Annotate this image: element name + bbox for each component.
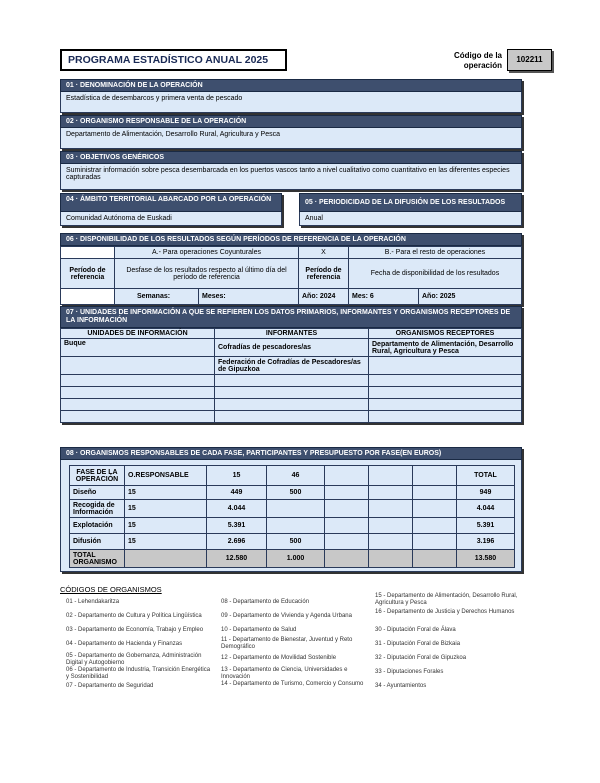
section-04-body: Comunidad Autónoma de Euskadi <box>60 212 282 226</box>
section-07-head: 07 · UNIDADES DE INFORMACIÓN A QUE SE REFIEREN LOS DATOS PRIMARIOS, INFORMANTES Y ORGANISMOS RECEPTORES DE LA INFORMACIÓN <box>60 306 522 328</box>
semanas-label: Semanas: <box>115 289 199 305</box>
table-row: Buque Cofradías de pescadores/as Departamento de Alimentación, Desarrollo Rural, Agricultura y Pesca <box>61 339 522 357</box>
codes-title: CÓDIGOS DE ORGANISMOS <box>60 585 162 594</box>
table-row <box>61 387 522 399</box>
table-row <box>61 399 522 411</box>
section-01-head: 01 · DENOMINACIÓN DE LA OPERACIÓN <box>60 79 522 92</box>
anio-disp: Año: 2025 <box>419 289 522 305</box>
page-title: PROGRAMA ESTADÍSTICO ANUAL 2025 <box>60 49 287 71</box>
code-item: 32 - Diputación Foral de Gipuzkoa <box>375 655 467 661</box>
code-item: 01 - Lehendakaritza <box>66 599 120 605</box>
table-row: Diseño 15 449 500 949 <box>70 486 515 500</box>
total-row: TOTAL ORGANISMO 12.580 1.000 13.580 <box>70 550 515 568</box>
fecha-disp-label: Fecha de disponibilidad de los resultados <box>349 259 522 289</box>
meses-label: Meses: <box>199 289 299 305</box>
code-item: 13 - Departamento de Ciencia, Universidades e Innovación <box>221 667 348 680</box>
code-item: 04 - Departamento de Hacienda y Finanzas <box>66 641 183 647</box>
units-header: UNIDADES DE INFORMACIÓN <box>61 329 215 339</box>
periodo-ref-b: Período de referencia <box>299 259 349 289</box>
code-item: 15 - Departamento de Alimentación, Desarrollo Rural, Agricultura y Pesca <box>375 593 518 606</box>
x-mark: X <box>299 247 349 259</box>
section-07 <box>60 306 522 423</box>
table-row: Recogida de Información 15 4.044 4.044 <box>70 500 515 518</box>
code-item: 05 - Departamento de Gobernanza, Administración Digital y Autogobierno <box>66 653 202 666</box>
total-header: TOTAL <box>457 466 515 486</box>
availability-table <box>60 246 522 305</box>
code-item: 14 - Departamento de Turismo, Comercio y Consumo <box>221 681 364 687</box>
anio-ref: Año: 2024 <box>299 289 349 305</box>
periodo-ref-a: Período de referencia <box>61 259 115 289</box>
section-02 <box>60 115 522 149</box>
section-04-head: 04 · ÁMBITO TERRITORIAL ABARCADO POR LA OPERACIÓN <box>60 193 282 212</box>
table-row <box>61 411 522 423</box>
code-item: 31 - Diputación Foral de Bizkaia <box>375 641 461 647</box>
info-units-table <box>60 328 522 423</box>
table-row: Federación de Cofradías de Pescadores/as de Gipuzkoa <box>61 357 522 375</box>
code-item: 08 - Departamento de Educación <box>221 599 310 605</box>
informants-header: INFORMANTES <box>215 329 369 339</box>
organism-codes <box>60 585 530 689</box>
section-02-head: 02 · ORGANISMO RESPONSABLE DE LA OPERACIÓN <box>60 115 522 128</box>
receivers-header: ORGANISMOS RECEPTORES <box>369 329 522 339</box>
table-row: Explotación 15 5.391 5.391 <box>70 518 515 534</box>
resp-header: O.RESPONSABLE <box>125 466 207 486</box>
code-item: 33 - Diputaciones Forales <box>375 669 444 675</box>
code-item: 06 - Departamento de Industria, Transición Energética y Sostenibilidad <box>66 667 211 680</box>
section-02-body: Departamento de Alimentación, Desarrollo Rural, Agricultura y Pesca <box>60 128 522 149</box>
section-01-body: Estadística de desembarcos y primera venta de pescado <box>60 92 522 113</box>
code-item: 02 - Departamento de Cultura y Política Lingüística <box>66 613 202 619</box>
code-item: 10 - Departamento de Salud <box>221 627 297 633</box>
desfase-label: Desfase de los resultados respecto al último día del período de referencia <box>115 259 299 289</box>
code-item: 03 - Departamento de Economía, Trabajo y Empleo <box>66 627 204 633</box>
table-row <box>61 375 522 387</box>
operation-code-label: Código de la operación <box>454 51 502 70</box>
operation-code: 102211 <box>507 49 552 71</box>
section-08 <box>60 447 522 572</box>
resto-label: B.- Para el resto de operaciones <box>349 247 522 259</box>
fase-header: FASE DE LA OPERACIÓN <box>70 466 125 486</box>
section-06 <box>60 233 522 305</box>
col-15-header: 15 <box>207 466 267 486</box>
section-08-head: 08 · ORGANISMOS RESPONSABLES DE CADA FASE, PARTICIPANTES Y PRESUPUESTO POR FASE(EN EUROS) <box>60 447 522 460</box>
mes-value: Mes: 6 <box>349 289 419 305</box>
code-item: 11 - Departamento de Bienestar, Juventud y Reto Demográfico <box>221 637 353 650</box>
coyuntural-label: A.- Para operaciones Coyunturales <box>115 247 299 259</box>
table-row: Difusión 15 2.696 500 3.196 <box>70 534 515 550</box>
section-01 <box>60 79 522 113</box>
section-06-head: 06 · DISPONIBILIDAD DE LOS RESULTADOS SEGÚN PERÍODOS DE REFERENCIA DE LA OPERACIÓN <box>60 233 522 246</box>
code-item: 16 - Departamento de Justicia y Derechos Humanos <box>375 609 515 615</box>
code-item: 07 - Departamento de Seguridad <box>66 683 154 689</box>
section-05 <box>299 193 522 226</box>
code-item: 12 - Departamento de Movilidad Sostenible <box>221 655 337 661</box>
section-05-head: 05 · PERIODICIDAD DE LA DIFUSIÓN DE LOS RESULTADOS <box>299 193 522 212</box>
budget-table <box>69 465 515 568</box>
col-46-header: 46 <box>267 466 325 486</box>
section-03-body: Suministrar información sobre pesca desembarcada en los puertos vascos tanto a nivel cualitativo como cuantitativo en las diferentes especies capturadas <box>60 164 522 190</box>
section-03-head: 03 · OBJETIVOS GENÉRICOS <box>60 151 522 164</box>
code-item: 30 - Diputación Foral de Álava <box>375 627 456 633</box>
section-05-body: Anual <box>299 212 522 226</box>
section-03 <box>60 151 522 190</box>
code-item: 09 - Departamento de Vivienda y Agenda Urbana <box>221 613 352 619</box>
code-item: 34 - Ayuntamientos <box>375 683 427 689</box>
section-04 <box>60 193 282 226</box>
